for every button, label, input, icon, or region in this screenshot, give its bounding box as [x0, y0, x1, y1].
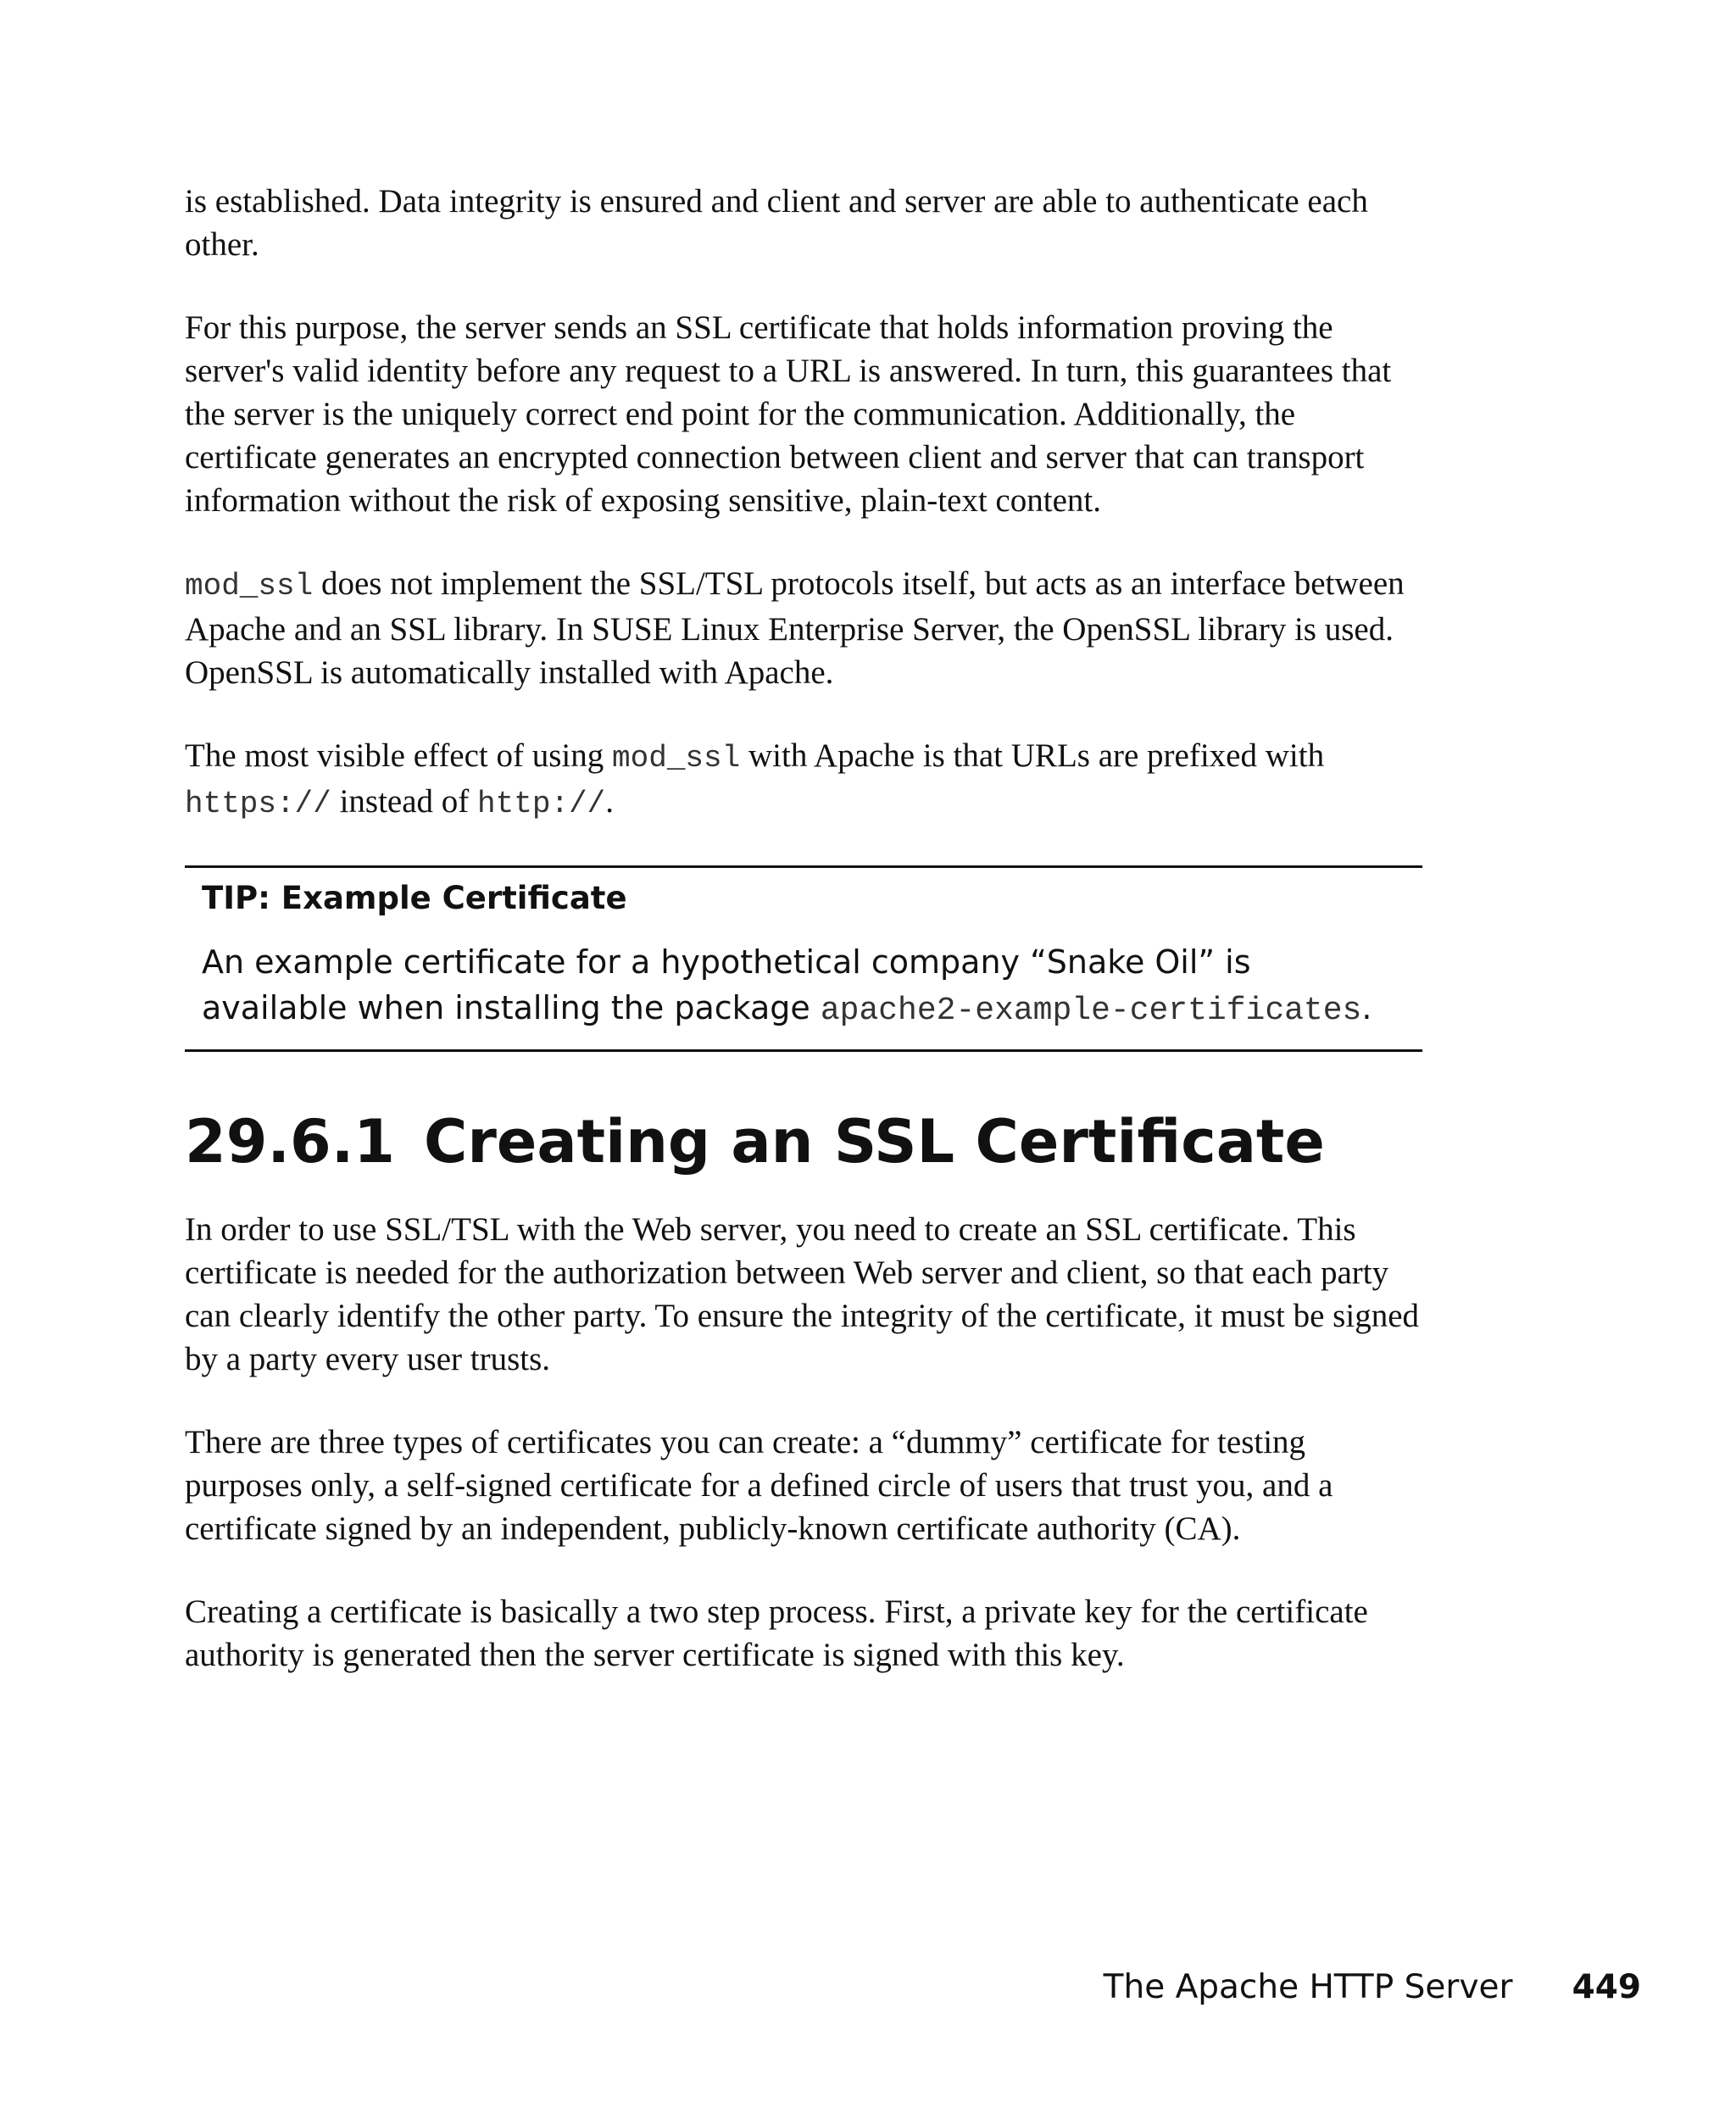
- paragraph-mod-ssl-text: does not implement the SSL/TSL protocols itself, but acts as an interface between Apache and an SSL library. In SUSE Linux Enterprise Server, the OpenSSL library is used. OpenSSL is automatically installed with Apache.: [185, 565, 1405, 691]
- tip-title: TIP: Example Certificate: [202, 880, 627, 916]
- paragraph-https: [185, 734, 1422, 826]
- page-number: 449: [1572, 1968, 1641, 2006]
- section-paragraph-2: There are three types of certificates you can create: a “dummy” certificate for testing purposes only, a self-signed certificate for a defined circle of users that trust you, and a certificate signed by an independent, publicly-known certificate authority (CA).: [185, 1424, 1333, 1547]
- tip-box: [185, 865, 1422, 1052]
- code-http: http://: [477, 787, 606, 821]
- tip-body: [202, 939, 1405, 1034]
- section-paragraph-3: Creating a certificate is basically a two step process. First, a private key for the certificate authority is generated then the server certificate is signed with this key.: [185, 1594, 1368, 1673]
- section-paragraph-1: In order to use SSL/TSL with the Web server, you need to create an SSL certificate. This certificate is needed for the authorization between Web server and client, so that each party can clearly identify the other party. To ensure the integrity of the certificate, it must be signed by a party every user trusts.: [185, 1211, 1420, 1377]
- code-package-name: apache2-example-certificates: [820, 993, 1362, 1029]
- code-mod-ssl: mod_ssl: [185, 569, 314, 603]
- paragraph-intro: is established. Data integrity is ensured and client and server are able to authenticate each other.: [185, 183, 1368, 263]
- tip-body-text: An example certificate for a hypothetical company “Snake Oil” is available when installing the package: [202, 943, 1251, 1026]
- section-title: Creating an SSL Certificate: [424, 1107, 1325, 1176]
- text-segment: The most visible effect of using: [185, 737, 613, 774]
- section-heading: [185, 1106, 1422, 1177]
- page-footer: [1104, 1968, 1641, 2006]
- text-segment: instead of: [331, 783, 478, 820]
- text-segment: .: [605, 783, 615, 820]
- page-content: [185, 180, 1422, 1677]
- footer-chapter-title: The Apache HTTP Server: [1103, 1968, 1513, 2006]
- tip-body-end: .: [1361, 989, 1372, 1026]
- code-mod-ssl: mod_ssl: [612, 741, 741, 776]
- paragraph-ssl-certificate: For this purpose, the server sends an SSL certificate that holds information proving the server's valid identity before any request to a URL is answered. In turn, this guarantees that the server is the uniquely correct end point for the communication. Additionally, the certificate generates an encrypted connection between client and server that can transport information without the risk of exposing sensitive, plain-text content.: [185, 309, 1392, 519]
- code-https: https://: [185, 787, 331, 821]
- section-number: 29.6.1: [185, 1107, 396, 1176]
- paragraph-mod-ssl: [185, 562, 1422, 694]
- text-segment: with Apache is that URLs are prefixed with: [740, 737, 1325, 774]
